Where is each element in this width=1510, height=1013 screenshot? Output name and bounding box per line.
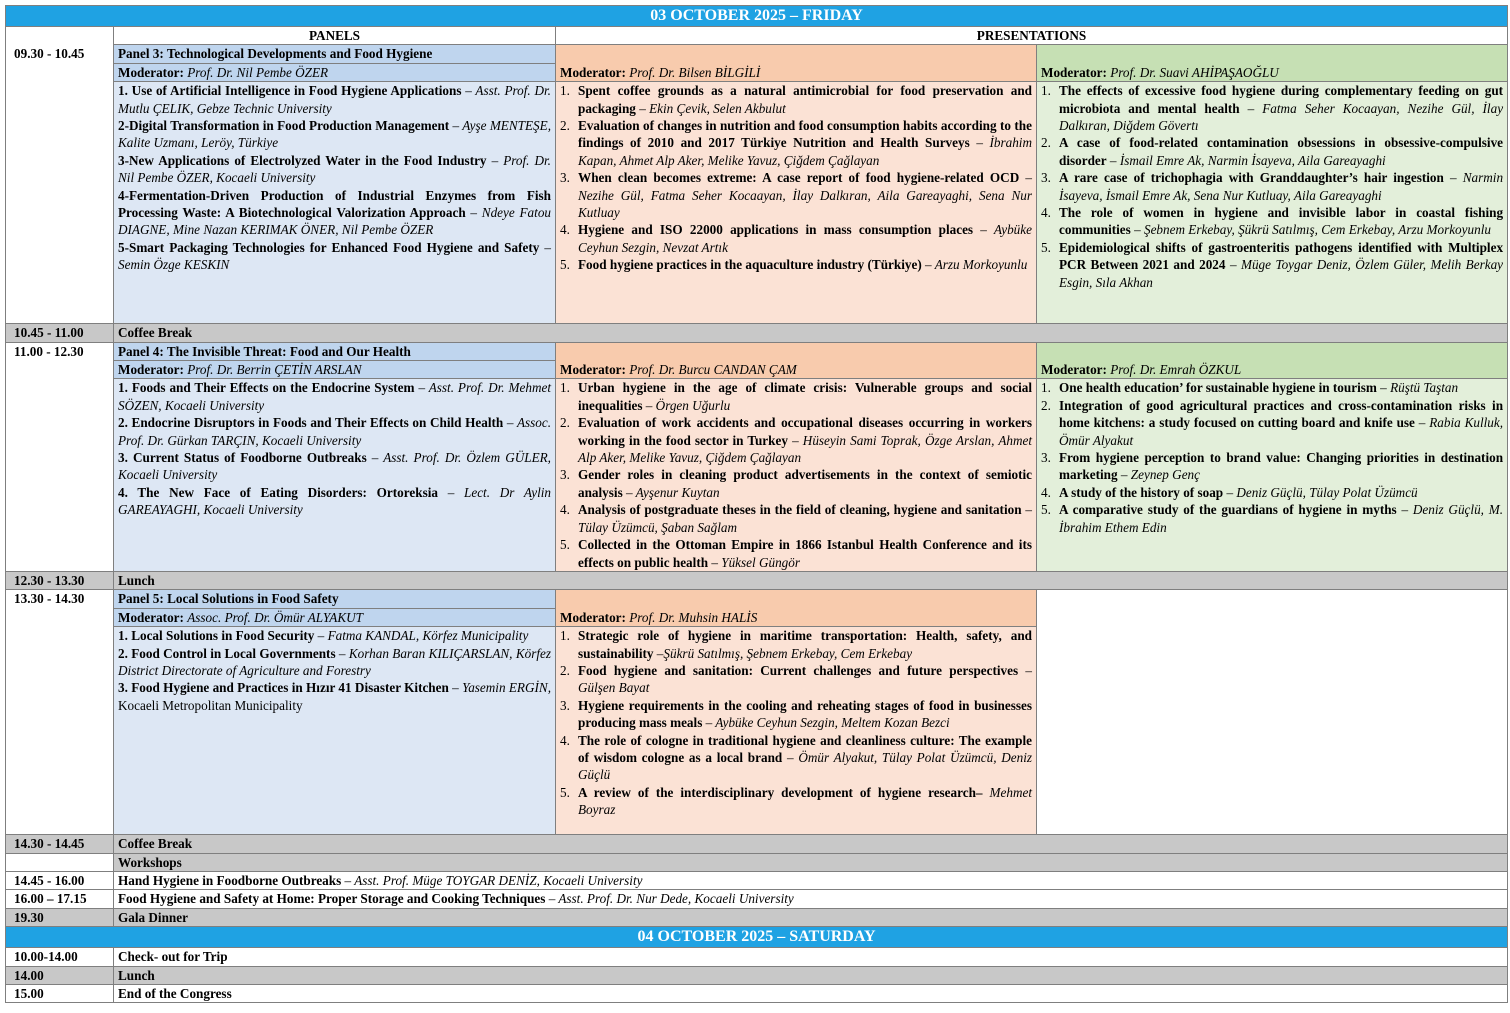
list-item: 2. Evaluation of work accidents and occupational diseases occurring in workers working in the food sector in Turkey – Hüseyin Sami Toprak, Özge Arslan, Ahmet Alp Aker, Melike Yavuz, Çiğdem Çağlayan <box>560 415 1033 466</box>
list-item: 4. The role of women in hygiene and invisible labor in coastal fishing communities – Şebnem Erkebay, Şükrü Satılmış, Cem Erkebay, Arzu Morkoyunlu <box>1041 205 1504 238</box>
pres-moderator: Moderator: Prof. Dr. Suavi AHİPAŞAOĞLU <box>1041 64 1279 80</box>
slot3-pres1-items <box>556 627 1037 835</box>
list-item: 4. Hygiene and ISO 22000 applications in mass consumption places – Aybüke Ceyhun Sezgin, Nevzat Artık <box>560 222 1032 255</box>
panel5-title: Panel 5: Local Solutions in Food Safety <box>114 590 556 608</box>
list-item: 2-Digital Transformation in Food Production Management – Ayşe MENTEŞE, Kalite Uzmanı, Leröy, Türkiye <box>118 118 551 151</box>
day2-row: 15.00 End of the Congress <box>6 984 1508 1002</box>
slot3-title-row <box>6 590 1508 608</box>
list-item: 3. When clean becomes extreme: A case report of food hygiene-related OCD – Nezihe Gül, Fatma Seher Kocaayan, İlay Dalkıran, Aila Gareayaghi, Sena Nur Kutluay <box>560 170 1033 221</box>
list-item: 2. A case of food-related contamination obsessions in obsessive-compulsive disorder – İsmail Emre Ak, Narmin İsayeva, Aila Gareayaghi <box>1041 135 1504 168</box>
list-item: 2. Food hygiene and sanitation: Current challenges and future perspectives – Gülşen Bayat <box>560 662 1033 696</box>
list-item: 3. From hygiene perception to brand value: Changing priorities in destination marketing – Zeynep Genç <box>1041 450 1504 483</box>
day2-row: 14.00 Lunch <box>6 966 1508 984</box>
list-item: 3. Current Status of Foodborne Outbreaks – Asst. Prof. Dr. Özlem GÜLER, Kocaeli University <box>118 450 551 483</box>
slot2-content-row <box>6 379 1508 571</box>
day-title: 03 OCTOBER 2025 – FRIDAY <box>6 6 1508 27</box>
list-item: 5. Food hygiene practices in the aquaculture industry (Türkiye) – Arzu Morkoyunlu <box>560 257 1028 273</box>
list-item: 1. Use of Artificial Intelligence in Food Hygiene Applications – Asst. Prof. Dr. Mutlu ÇELIK, Gebze Technic University <box>118 83 551 116</box>
presentations-header: PRESENTATIONS <box>556 27 1508 45</box>
lunch-row: 12.30 - 13.30 Lunch <box>6 571 1508 589</box>
gala-row: 19.30 Gala Dinner <box>6 908 1508 926</box>
workshop2-row: 16.00 – 17.15 Food Hygiene and Safety at Home: Proper Storage and Cooking Techniques – Asst. Prof. Dr. Nur Dede, Kocaeli University <box>6 890 1508 908</box>
panel-moderator: Moderator: Prof. Dr. Berrin ÇETİN ARSLAN <box>118 362 362 378</box>
slot2-pres1-items <box>556 379 1037 571</box>
list-item: 3-New Applications of Electrolyzed Water in the Food Industry – Prof. Dr. Nil Pembe ÖZER, Kocaeli University <box>118 152 551 186</box>
list-item: 5. A comparative study of the guardians of hygiene in myths – Deniz Güçlü, M. İbrahim Ethem Edin <box>1041 502 1504 535</box>
panel4-title: Panel 4: The Invisible Threat: Food and Our Health <box>114 342 556 360</box>
list-item: 2. Integration of good agricultural practices and cross-contamination risks in home kitchens: a study focused on cutting board and knife use – Rabia Kulluk, Ömür Alyakut <box>1041 397 1504 448</box>
list-item: 4. The role of cologne in traditional hygiene and cleanliness culture: The example of wisdom cologne as a local brand – Ömür Alyakut, Tülay Polat Üzümcü, Deniz Güçlü <box>560 732 1032 783</box>
coffee-break-row: 10.45 - 11.00 Coffee Break <box>6 324 1508 342</box>
slot2-pres2-items <box>1037 379 1508 571</box>
coffee-break-row: 14.30 - 14.45 Coffee Break <box>6 835 1508 853</box>
slot1-pres2-items <box>1037 82 1508 324</box>
list-item: 4-Fermentation-Driven Production of Industrial Enzymes from Fish Processing Waste: A Biotechnological Valorization Approach – Ndeye Fatou DIAGNE, Mine Nazan KERIMAK ÖNER, Nil Pembe ÖZER <box>118 187 552 238</box>
day-title: 04 OCTOBER 2025 – SATURDAY <box>6 927 1508 948</box>
list-item: 5-Smart Packaging Technologies for Enhanced Food Hygiene and Safety – Semin Özge KESKIN <box>118 239 551 273</box>
pres-moderator: Moderator: Prof. Dr. Muhsin HALİS <box>560 609 758 625</box>
pres-moderator: Moderator: Prof. Dr. Burcu CANDAN ÇAM <box>560 362 797 378</box>
pres-moderator: Moderator: Prof. Dr. Bilsen BİLGİLİ <box>560 64 761 80</box>
list-item: 1. One health education’ for sustainable hygiene in tourism – Rüştü Taştan <box>1041 380 1459 396</box>
day-header-saturday <box>6 927 1508 948</box>
list-item: 4. The New Face of Eating Disorders: Ortoreksia – Lect. Dr Aylin GAREAYAGHI, Kocaeli University <box>118 484 551 518</box>
slot2-time: 11.00 - 12.30 <box>6 342 114 571</box>
list-item: 3. A rare case of trichophagia with Granddaughter’s hair ingestion – Narmin İsayeva, İsmail Emre Ak, Sena Nur Kutluay, Aila Gareayaghi <box>1041 170 1504 203</box>
list-item: 1. Spent coffee grounds as a natural antimicrobial for food preservation and packaging – Ekin Çevik, Selen Akbulut <box>560 83 1032 116</box>
list-item: 5. A review of the interdisciplinary development of hygiene research– Mehmet Boyraz <box>560 784 1032 818</box>
list-item: 2. Evaluation of changes in nutrition and food consumption habits according to the findings of 2010 and 2017 Türkiye Nutrition and Health Surveys – İbrahim Kapan, Ahmet Alp Aker, Melike Yavuz, Çiğdem Çağlayan <box>560 118 1032 168</box>
slot2-title-row <box>6 342 1508 360</box>
day-header-friday <box>6 6 1508 27</box>
slot1-pres1-items <box>556 82 1037 324</box>
panel4-items <box>114 379 556 571</box>
list-item: 3. Gender roles in cleaning product advertisements in the context of semiotic analysis – Ayşenur Kuytan <box>560 467 1032 500</box>
list-item: 1. Urban hygiene in the age of climate crisis: Vulnerable groups and social inequalities – Örgen Uğurlu <box>560 380 1032 413</box>
panel3-items <box>114 82 556 324</box>
list-item: 4. Analysis of postgraduate theses in the field of cleaning, hygiene and sanitation – Tülay Üzümcü, Şaban Sağlam <box>560 502 1032 535</box>
list-item: 3. Food Hygiene and Practices in Hızır 41 Disaster Kitchen – Yasemin ERGİN, Kocaeli Metropolitan Municipality <box>118 680 551 713</box>
workshop1-row: 14.45 - 16.00 Hand Hygiene in Foodborne Outbreaks – Asst. Prof. Müge TOYGAR DENİZ, Kocaeli University <box>6 871 1508 889</box>
list-item: 3. Hygiene requirements in the cooling and reheating stages of food in businesses producing mass meals – Aybüke Ceyhun Sezgin, Meltem Kozan Bezci <box>560 697 1032 731</box>
panel3-title: Panel 3: Technological Developments and Food Hygiene <box>114 45 556 63</box>
slot1-title-row <box>6 45 1508 63</box>
panel-moderator: Moderator: Assoc. Prof. Dr. Ömür ALYAKUT <box>118 609 363 625</box>
day2-row: 10.00-14.00 Check- out for Trip <box>6 948 1508 966</box>
list-item: 1. Foods and Their Effects on the Endocrine System – Asst. Prof. Dr. Mehmet SÖZEN, Kocaeli University <box>118 380 551 413</box>
list-item: 1. Local Solutions in Food Security – Fatma KANDAL, Körfez Municipality <box>118 628 529 644</box>
column-headers <box>6 27 1508 45</box>
list-item: 5. Epidemiological shifts of gastroenteritis pathogens identified with Multiplex PCR Between 2021 and 2024 – Müge Toygar Deniz, Özlem Güler, Melih Berkay Esgin, Sıla Akhan <box>1041 239 1504 290</box>
list-item: 4. A study of the history of soap – Deniz Güçlü, Tülay Polat Üzümcü <box>1041 484 1418 500</box>
list-item: 1. The effects of excessive food hygiene during complementary feeding on gut microbiota and mental health – Fatma Seher Kocaayan, Nezihe Gül, İlay Dalkıran, Diğdem Gövertı <box>1041 83 1504 134</box>
list-item: 2. Endocrine Disruptors in Foods and Their Effects on Child Health – Assoc. Prof. Dr. Gürkan TARÇIN, Kocaeli University <box>118 415 552 448</box>
panel-moderator: Moderator: Prof. Dr. Nil Pembe ÖZER <box>118 64 329 80</box>
pres-moderator: Moderator: Prof. Dr. Emrah ÖZKUL <box>1041 362 1242 378</box>
list-item: 2. Food Control in Local Governments – Korhan Baran KILIÇARSLAN, Körfez District Directorate of Agriculture and Forestry <box>118 645 551 678</box>
slot1-time: 09.30 - 10.45 <box>6 45 114 324</box>
panel5-items <box>114 627 556 835</box>
program-table <box>5 5 1508 1003</box>
list-item: 1. Strategic role of hygiene in maritime transportation: Health, safety, and sustainability –Şükrü Satılmış, Şebnem Erkebay, Cem Erkebay <box>560 628 1032 661</box>
slot1-content-row <box>6 82 1508 324</box>
slot3-time: 13.30 - 14.30 <box>6 590 114 835</box>
list-item: 5. Collected in the Ottoman Empire in 1866 Istanbul Health Conference and its effects on public health – Yüksel Güngör <box>560 537 1032 570</box>
workshops-row: Workshops <box>6 853 1508 871</box>
panels-header: PANELS <box>114 27 556 45</box>
